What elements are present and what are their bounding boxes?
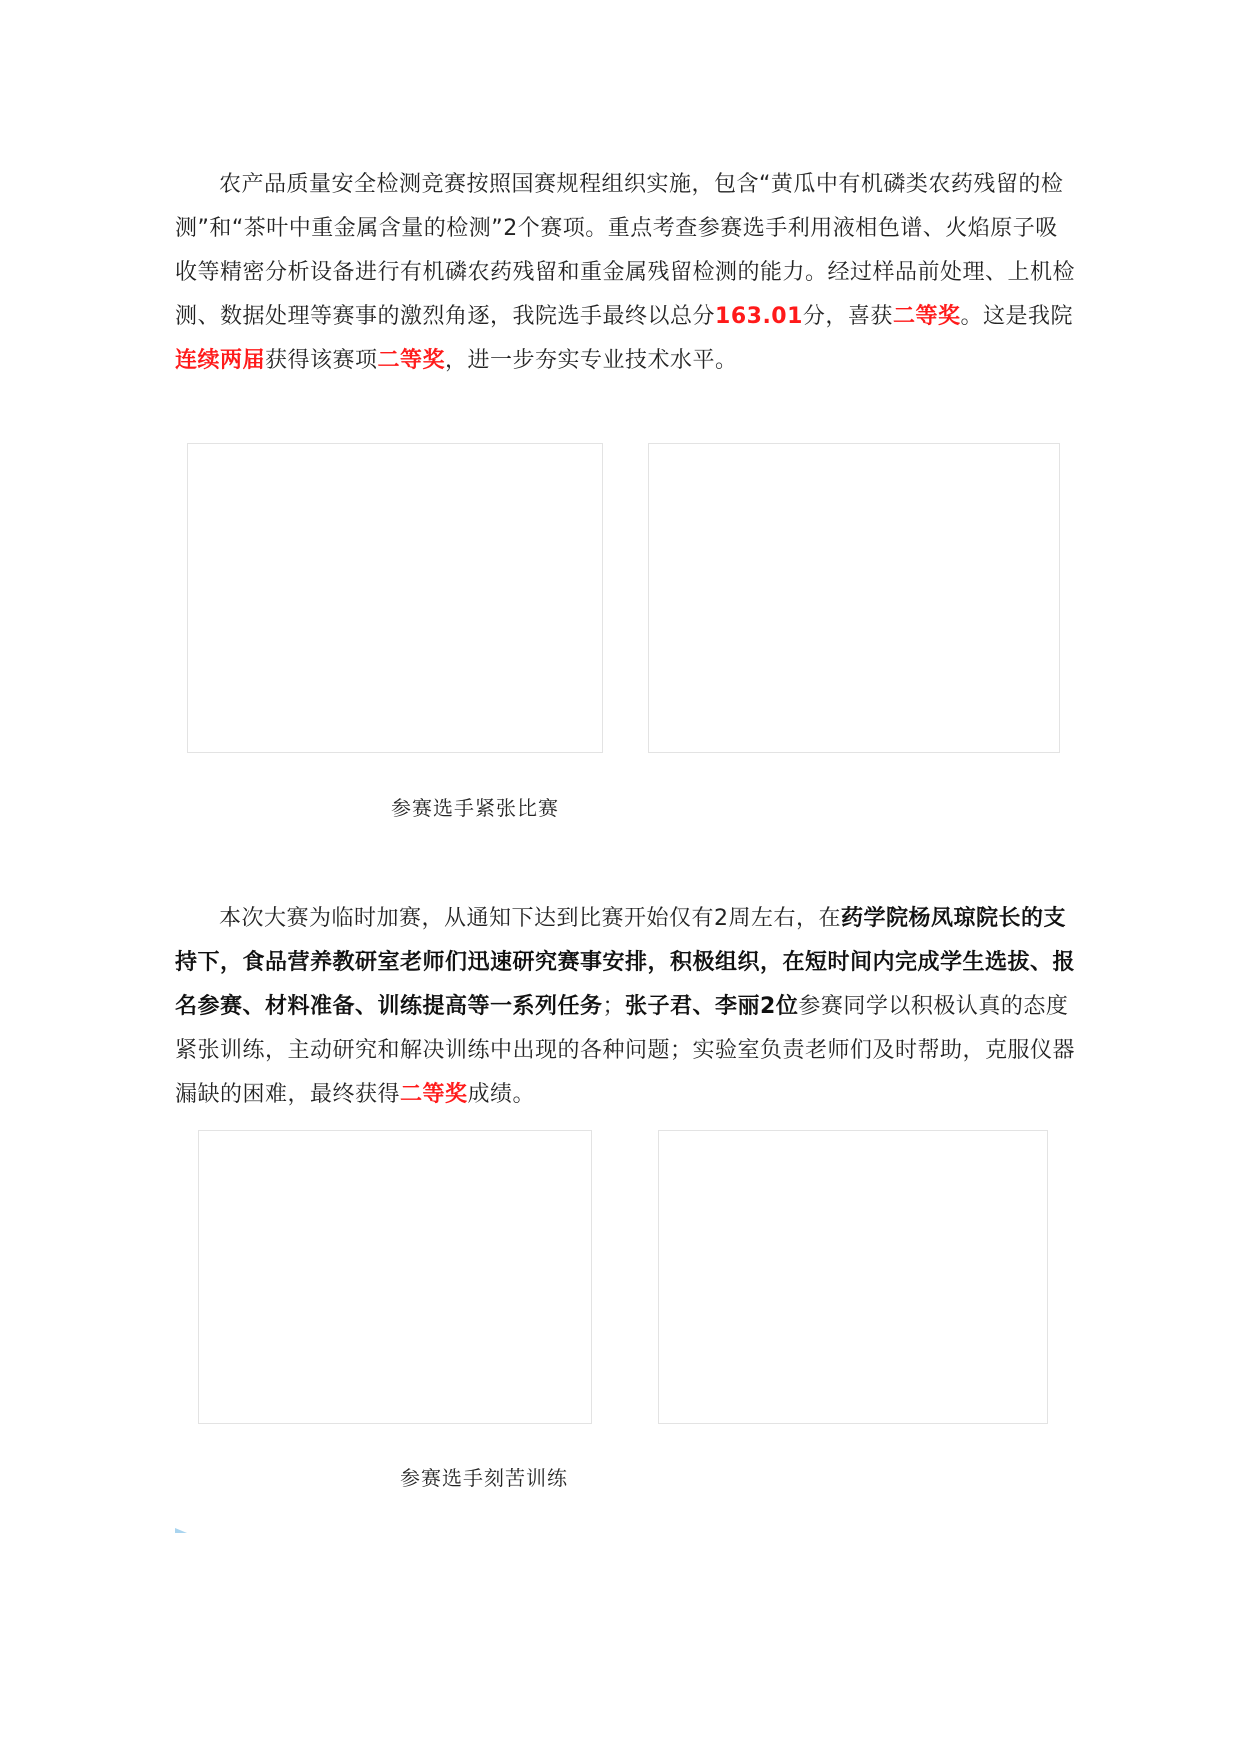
photo-caption-training: 参赛选手刻苦训练 — [400, 1466, 568, 1490]
total-score: 163.01 — [715, 304, 803, 329]
paragraph-2-text-3: 参赛同学以积极认真的态度紧张训练，主动研究和解决训练中出现的各种问题；实验室负责老师们及时帮助，克服仪器漏缺的困难，最终获得 — [175, 994, 1076, 1107]
paragraph-1-text-4: 获得该赛项 — [265, 348, 378, 373]
paragraph-1-text-1: 农产品质量安全检测竞赛按照国赛规程组织实施，包含“黄瓜中有机磷类农药残留的检测”和“茶叶中重金属含量的检测”2个赛项。重点考查参赛选手利用液相色谱、火焰原子吸收等精密分析设备进行有机磷农药残留和重金属残留检测的能力。经过样品前处理、上机检测、数据处理等赛事的激烈角逐，我院选手最终以总分 — [175, 172, 1076, 329]
decorative-corner-mark — [175, 1528, 187, 1533]
award-highlight-2: 二等奖 — [377, 348, 446, 373]
paragraph-1-text-3: 。这是我院 — [960, 304, 1073, 329]
paragraph-2-text-2: ； — [602, 994, 626, 1019]
support-bold-text: 药学院杨凤琼院长的支持下，食品营养教研室老师们迅速研究赛事安排，积极组织，在短时间内完成学生选拔、报名参赛、材料准备、训练提高等一系列任务 — [175, 906, 1076, 1019]
training-photo-left — [198, 1130, 592, 1424]
competition-photo-left — [187, 443, 603, 753]
article-paragraph-2 — [175, 897, 1075, 1117]
students-bold-text: 张子君、李丽2位 — [625, 994, 799, 1019]
paragraph-1-text-5: ，进一步夯实专业技术水平。 — [445, 348, 738, 373]
paragraph-2-text-4: 成绩。 — [467, 1082, 536, 1107]
paragraph-2-text-1: 本次大赛为临时加赛，从通知下达到比赛开始仅有2周左右，在 — [219, 906, 841, 931]
article-paragraph-1 — [175, 163, 1075, 383]
photo-caption-competition: 参赛选手紧张比赛 — [391, 796, 559, 820]
award-highlight-1: 二等奖 — [892, 304, 961, 329]
consecutive-highlight: 连续两届 — [175, 348, 266, 373]
competition-photo-right — [648, 443, 1060, 753]
training-photo-right — [658, 1130, 1048, 1424]
paragraph-1-text-2: 分，喜获 — [802, 304, 893, 329]
award-highlight-3: 二等奖 — [400, 1082, 468, 1107]
